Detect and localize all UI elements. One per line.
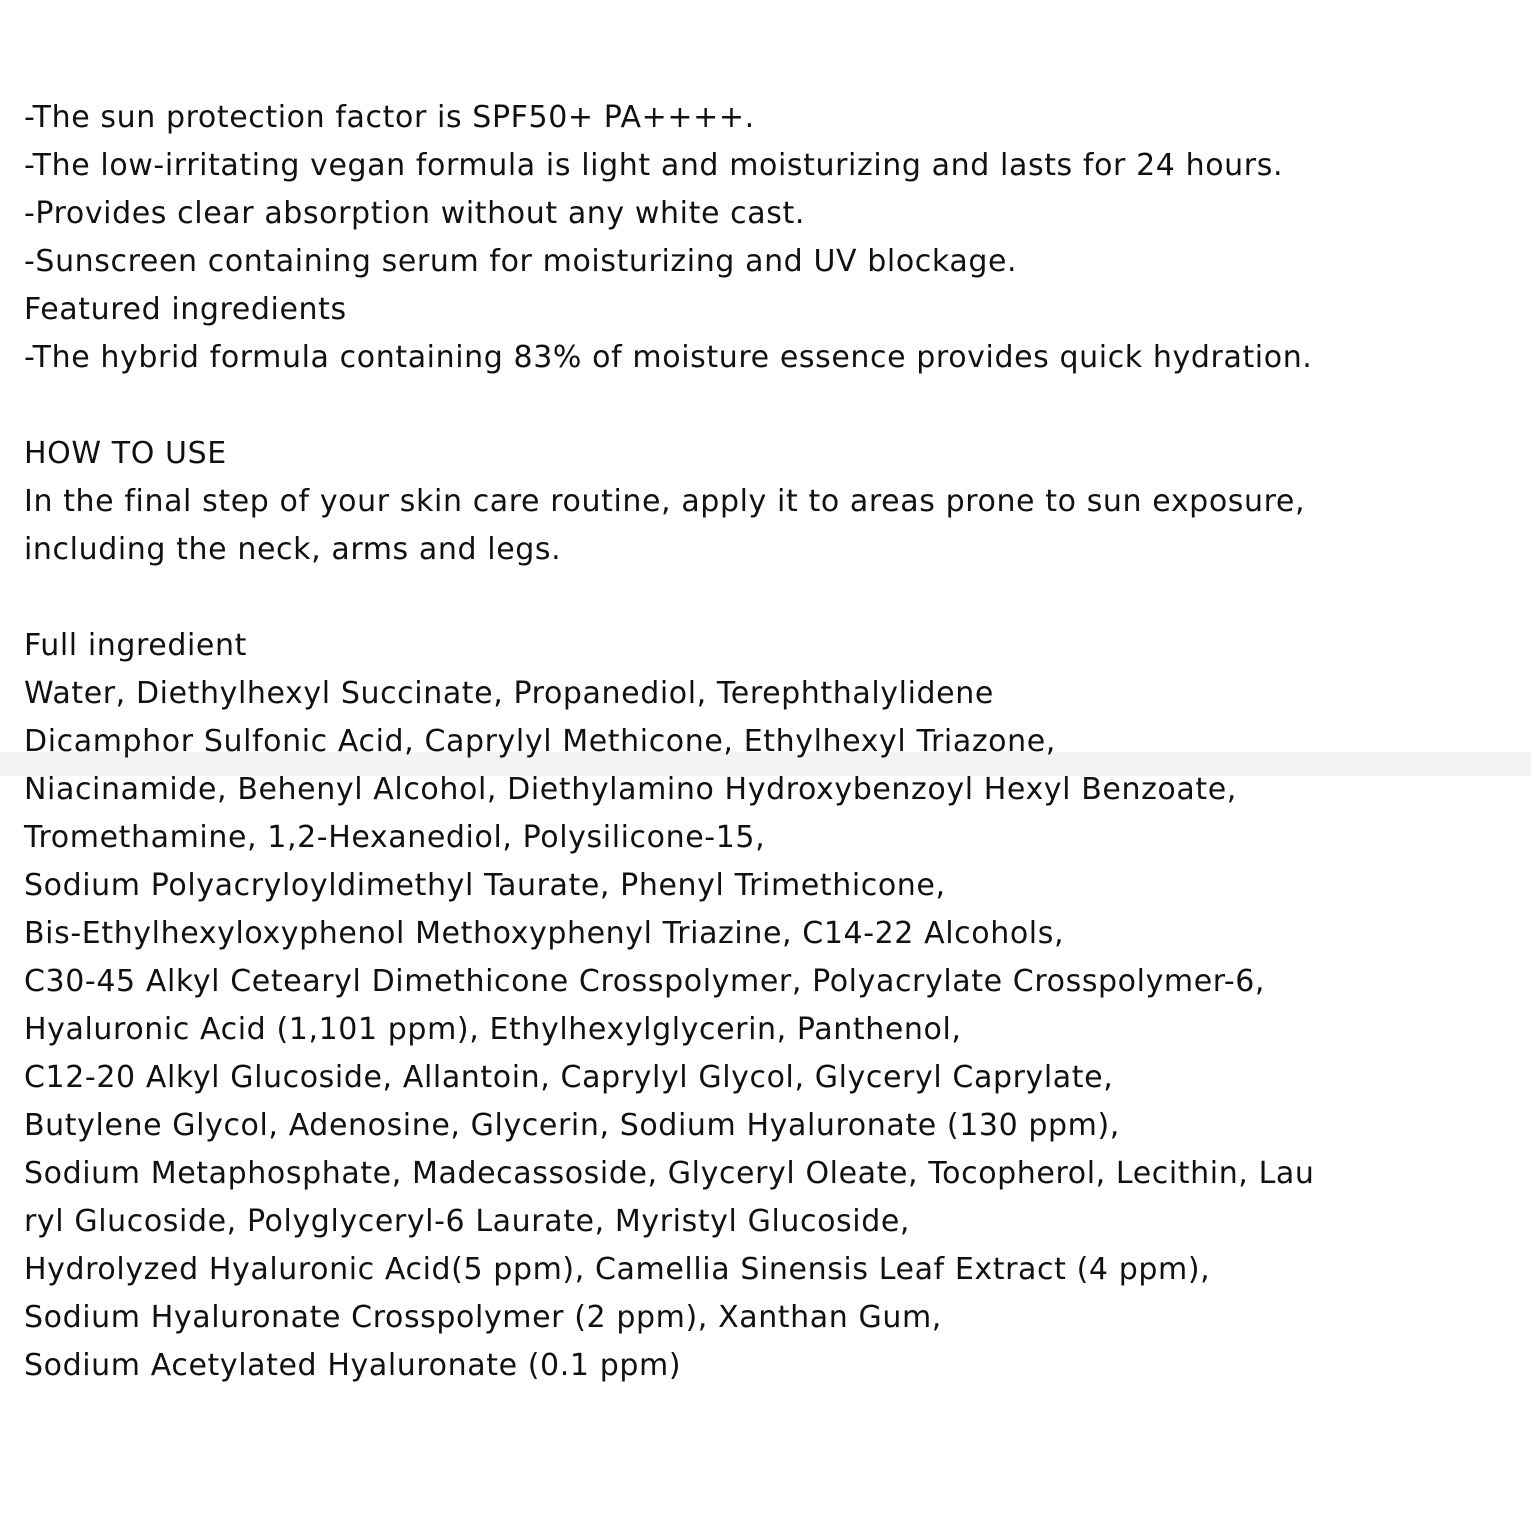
featured-ingredients-heading: Featured ingredients	[24, 292, 347, 327]
ingredient-line: Sodium Polyacryloyldimethyl Taurate, Phenyl Trimethicone,	[24, 868, 946, 903]
ingredient-line: Sodium Acetylated Hyaluronate (0.1 ppm)	[24, 1348, 682, 1383]
spacer	[24, 574, 1514, 622]
ingredient-line: Sodium Metaphosphate, Madecassoside, Glyceryl Oleate, Tocopherol, Lecithin, Lau	[24, 1156, 1315, 1191]
ingredient-line: Sodium Hyaluronate Crosspolymer (2 ppm), Xanthan Gum,	[24, 1300, 942, 1335]
how-to-use-line: In the final step of your skin care routine, apply it to areas prone to sun exposure,	[24, 484, 1306, 519]
featured-ingredient-line: -The hybrid formula containing 83% of moisture essence provides quick hydration.	[24, 340, 1313, 375]
ingredient-line: Water, Diethylhexyl Succinate, Propanediol, Terephthalylidene	[24, 676, 994, 711]
feature-line: -The sun protection factor is SPF50+ PA++++.	[24, 100, 755, 135]
ingredient-line: Niacinamide, Behenyl Alcohol, Diethylamino Hydroxybenzoyl Hexyl Benzoate,	[24, 772, 1237, 807]
ingredient-line: ryl Glucoside, Polyglyceryl-6 Laurate, Myristyl Glucoside,	[24, 1204, 911, 1239]
product-description	[24, 94, 1514, 1390]
featured-ingredients-section	[24, 286, 1514, 382]
how-to-use-line: including the neck, arms and legs.	[24, 532, 562, 567]
how-to-use-heading: HOW TO USE	[24, 436, 227, 471]
ingredient-line: Hyaluronic Acid (1,101 ppm), Ethylhexylglycerin, Panthenol,	[24, 1012, 962, 1047]
ingredient-line: Dicamphor Sulfonic Acid, Caprylyl Methicone, Ethylhexyl Triazone,	[24, 724, 1056, 759]
feature-line: -Provides clear absorption without any white cast.	[24, 196, 805, 231]
ingredient-line: Hydrolyzed Hyaluronic Acid(5 ppm), Camellia Sinensis Leaf Extract (4 ppm),	[24, 1252, 1211, 1287]
full-ingredient-heading: Full ingredient	[24, 628, 247, 663]
ingredient-line: C12-20 Alkyl Glucoside, Allantoin, Caprylyl Glycol, Glyceryl Caprylate,	[24, 1060, 1114, 1095]
features-section	[24, 94, 1514, 286]
ingredient-line: Tromethamine, 1,2-Hexanediol, Polysilicone-15,	[24, 820, 766, 855]
full-ingredient-section	[24, 622, 1514, 1390]
ingredient-line: Butylene Glycol, Adenosine, Glycerin, Sodium Hyaluronate (130 ppm),	[24, 1108, 1120, 1143]
feature-line: -Sunscreen containing serum for moisturizing and UV blockage.	[24, 244, 1018, 279]
feature-line: -The low-irritating vegan formula is light and moisturizing and lasts for 24 hours.	[24, 148, 1284, 183]
how-to-use-section	[24, 430, 1514, 574]
spacer	[24, 382, 1514, 430]
ingredient-line: Bis-Ethylhexyloxyphenol Methoxyphenyl Triazine, C14-22 Alcohols,	[24, 916, 1065, 951]
ingredient-line: C30-45 Alkyl Cetearyl Dimethicone Crosspolymer, Polyacrylate Crosspolymer-6,	[24, 964, 1266, 999]
